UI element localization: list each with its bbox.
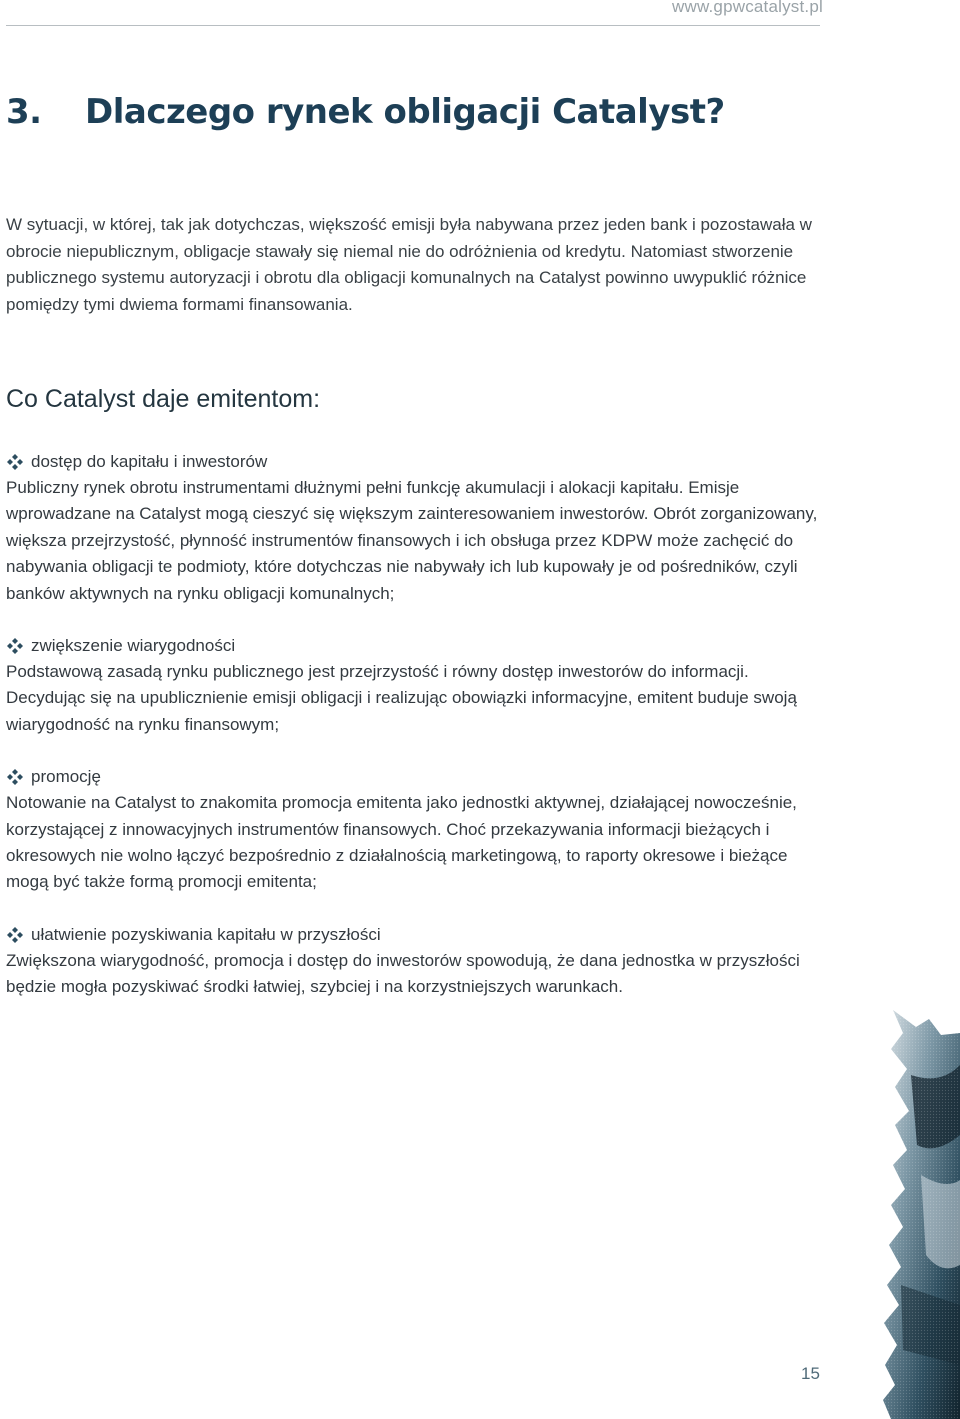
list-item — [6, 764, 824, 896]
benefits-list — [6, 449, 824, 1027]
four-diamond-bullet-icon — [6, 453, 24, 471]
chapter-title-text: Dlaczego rynek obligacji Catalyst? — [85, 92, 725, 132]
list-item — [6, 633, 824, 738]
item-text: Notowanie na Catalyst to znakomita promocja emitenta jako jednostki aktywnej, działającej nowocześnie, korzystającej z innowacyjnych instrumentów finansowych. Choć przekazywania informacji bieżących i okresowych nie wolno łączyć bezpośrednio z działalnością marketingową, to raporty okresowe i bieżące mogą być także formą promocji emitenta; — [6, 793, 797, 892]
item-text: Zwiększona wiarygodność, promocja i dostęp do inwestorów spowodują, że dana jednostka w przyszłości będzie mogła pozyskiwać środki łatwiej, szybciej i na korzystniejszych warunkach. — [6, 950, 800, 997]
page-number: 15 — [801, 1364, 820, 1383]
header-rule — [6, 25, 820, 26]
item-heading-text: ułatwienie pozyskiwania kapitału w przyszłości — [31, 924, 381, 944]
item-text: Publiczny rynek obrotu instrumentami dłużnymi pełni funkcję akumulacji i alokacji kapitału. Emisje wprowadzane na Catalyst mogą cieszyć się większym zainteresowaniem inwestorów. Obrót zorganizowany, większa przejrzystość, płynność instrumentów finansowych i ich obsługa przez KDPW może zachęcić do nabywania obligacji te podmioty, które dotychczas nie nabywały ich lub kupowały je od pośredników, czyli banków aktywnych na rynku obligacji komunalnych; — [6, 478, 818, 603]
item-heading — [6, 764, 824, 790]
four-diamond-bullet-icon — [6, 637, 24, 655]
item-heading-text: promocję — [31, 767, 101, 787]
item-heading — [6, 449, 824, 475]
chapter-number: 3. — [6, 92, 42, 132]
item-heading — [6, 922, 824, 948]
four-diamond-bullet-icon — [6, 768, 24, 786]
item-heading-text: dostęp do kapitału i inwestorów — [31, 452, 268, 471]
chapter-title — [6, 92, 725, 132]
list-item — [6, 449, 824, 607]
section-subheading: Co Catalyst daje emitentom: — [6, 385, 321, 413]
gear-image — [881, 1005, 960, 1419]
item-heading-text: zwiększenie wiarygodności — [31, 636, 236, 656]
item-heading — [6, 633, 824, 659]
four-diamond-bullet-icon — [6, 926, 24, 944]
intro-paragraph: W sytuacji, w której, tak jak dotychczas, większość emisji była nabywana przez jeden bank i pozostawała w obrocie niepublicznym, obligacje stawały się niemal nie do odróżnienia od kredytu. Natomiast stworzenie publicznego systemu autoryzacji i obrotu dla obligacji komunalnych na Catalyst powinno uwypuklić różnice pomiędzy tymi dwiema formami finansowania. — [6, 215, 812, 314]
header-url[interactable]: www.gpwcatalyst.pl — [672, 0, 823, 16]
item-text: Podstawową zasadą rynku publicznego jest przejrzystość i równy dostęp inwestorów do informacji. Decydując się na upublicznienie emisji obligacji i realizując obowiązki informacyjne, emitent buduje swoją wiarygodność na rynku finansowym; — [6, 662, 797, 734]
list-item — [6, 922, 824, 1001]
